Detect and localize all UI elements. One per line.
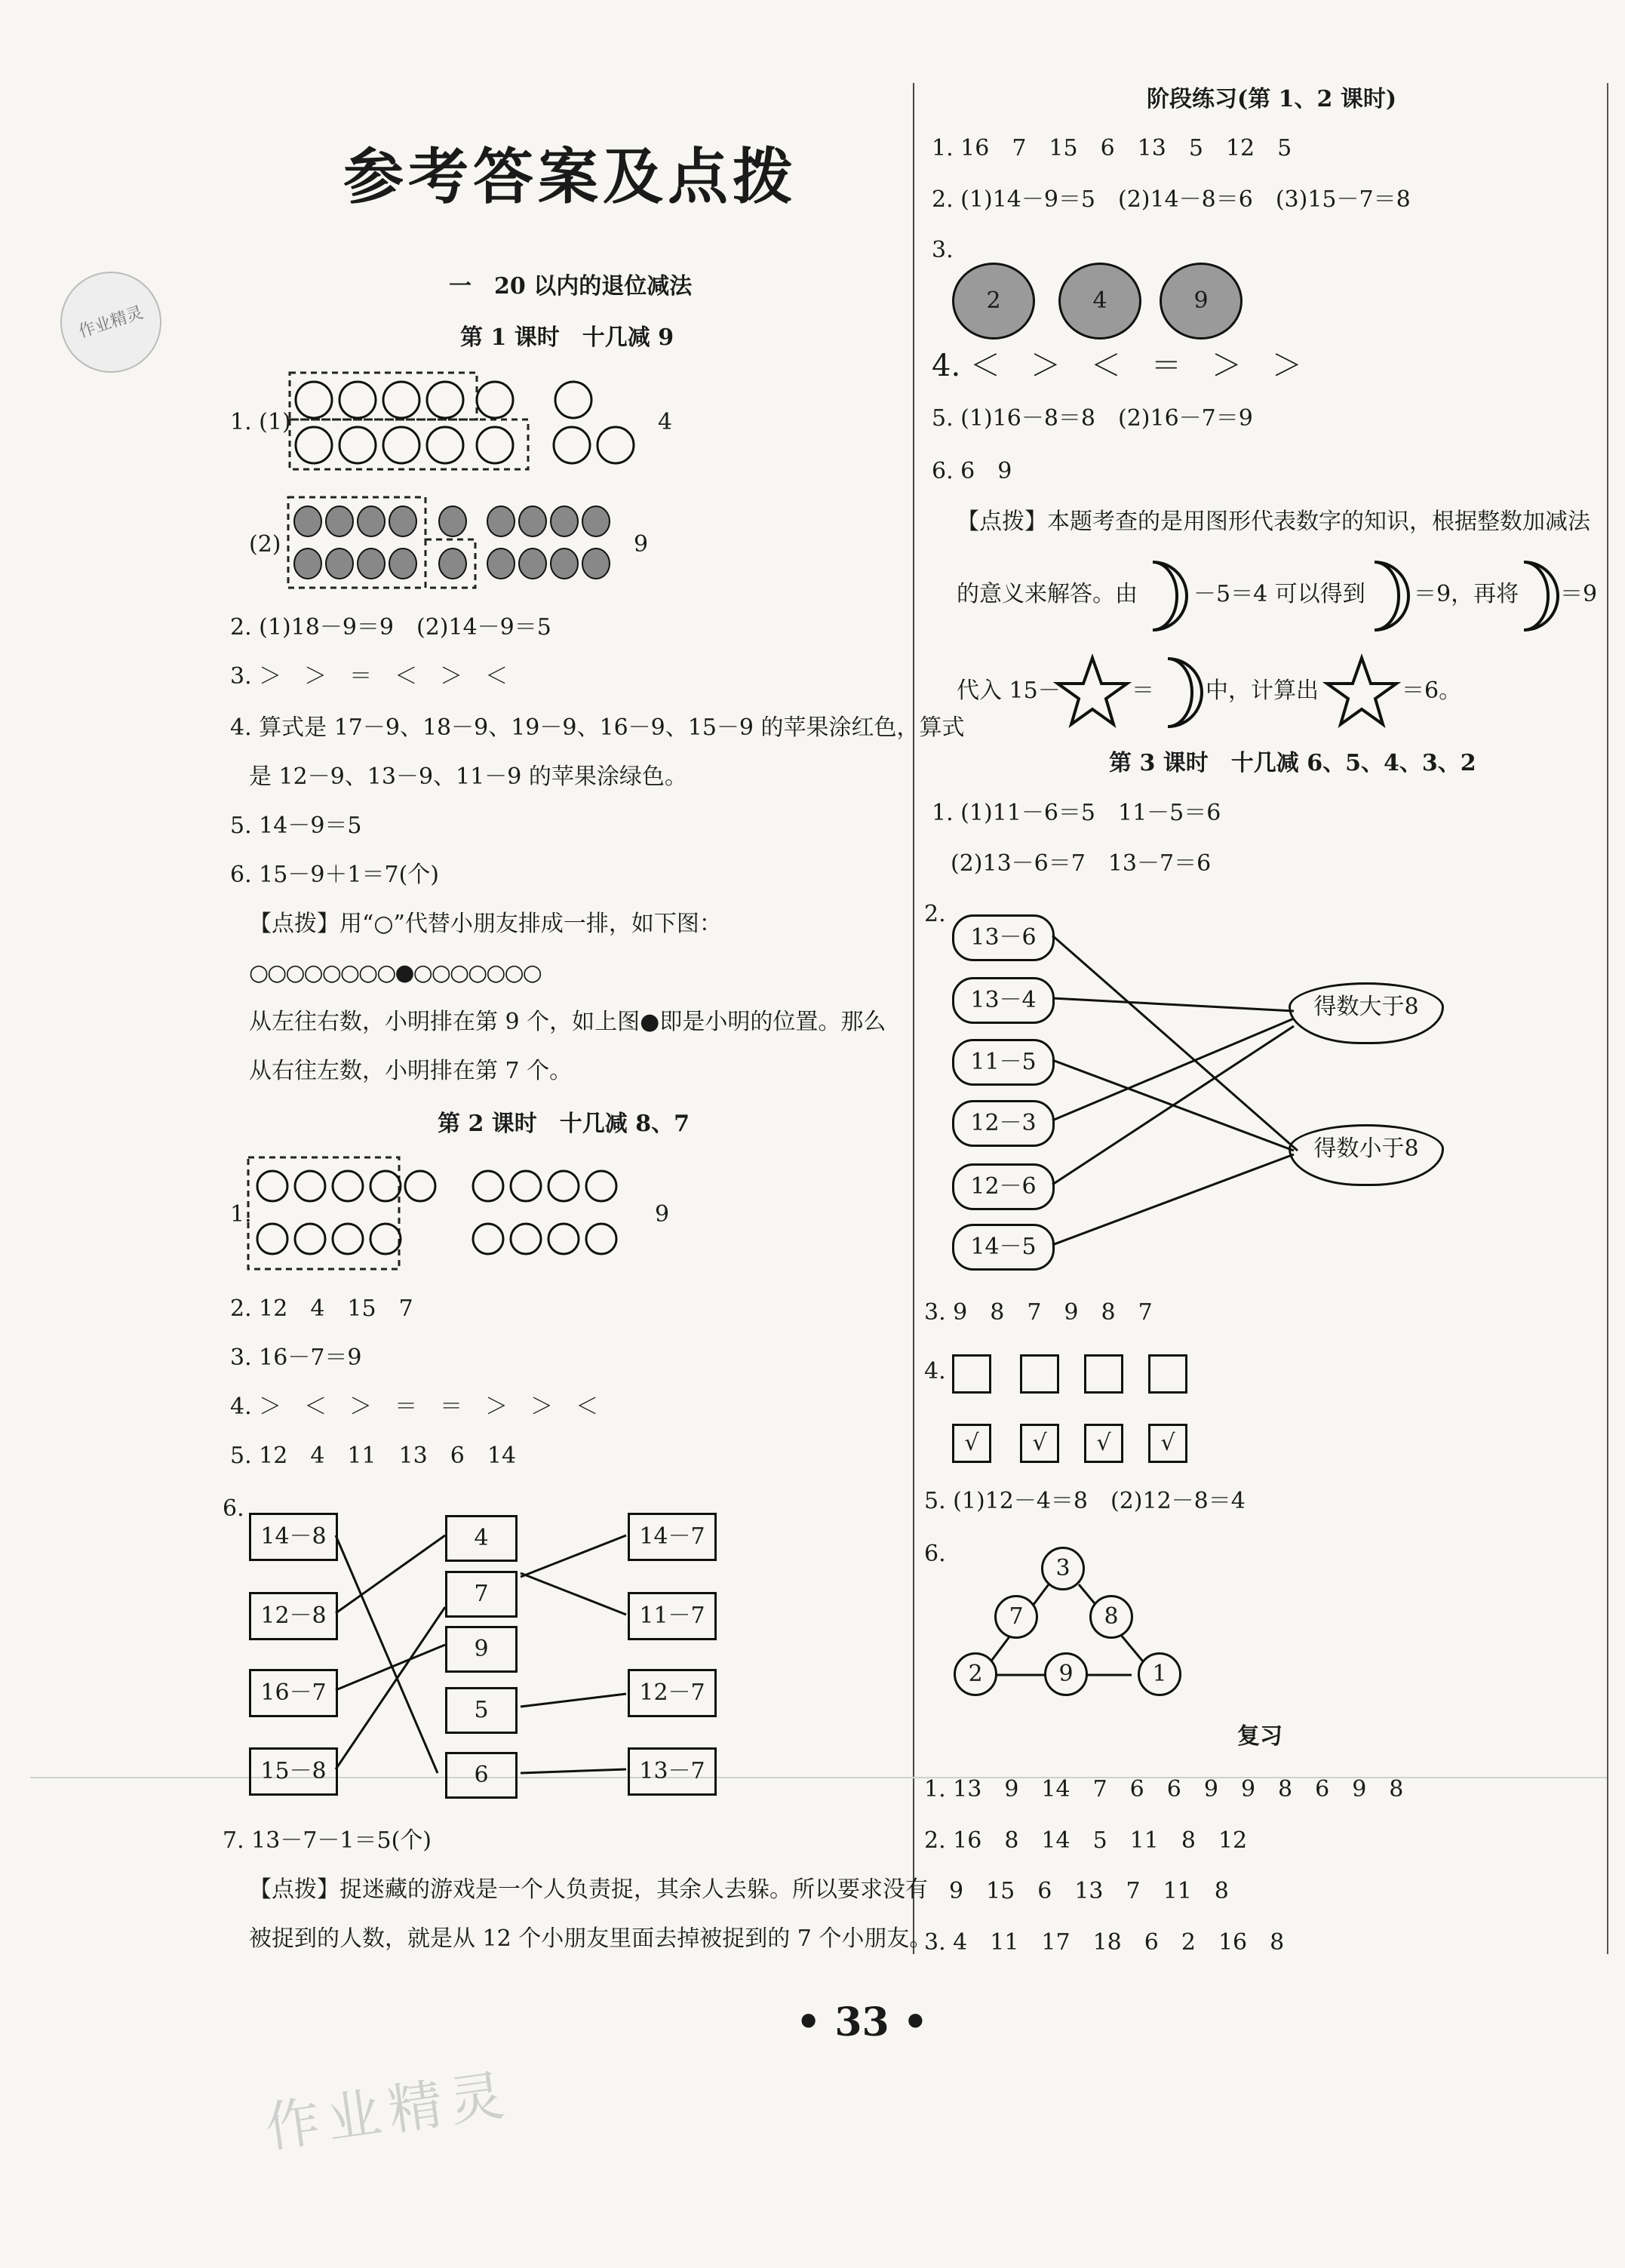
l3-q6-label: 6. (924, 1541, 946, 1567)
review-heading: 复习 (1237, 1723, 1282, 1750)
l1-q4a: 4. 算式是 17－9、18－9、19－9、16－9、15－9 的苹果涂红色，算式 (230, 715, 965, 741)
cloud: 12－3 (952, 1100, 1055, 1147)
l2-q2: 2. 12 4 15 7 (230, 1295, 413, 1322)
l1-q2: 2. (1)18－9＝9 (2)14－9＝5 (230, 614, 551, 641)
l1-hint-2: 从左往右数，小明排在第 9 个，如上图●即是小明的位置。那么 (249, 1009, 886, 1035)
check-box: √ (952, 1424, 991, 1463)
stage-q3-label: 3. (932, 237, 954, 263)
ball-figure: 9 (1160, 263, 1243, 340)
stage-hint-c3: 中，计算出 (1206, 678, 1319, 704)
ball-figure: 2 (952, 263, 1035, 340)
l3-q2-label: 2. (924, 901, 946, 927)
ball-figure: 4 (1058, 263, 1141, 340)
review-q2b: 9 15 6 13 7 11 8 (949, 1878, 1229, 1904)
envelope: 14－7 (628, 1513, 717, 1561)
triangle-circle: 9 (1044, 1652, 1088, 1696)
review-q2a: 2. 16 8 14 5 11 8 12 (924, 1827, 1248, 1854)
stage-q6: 6. 6 9 (932, 458, 1012, 484)
box: 9 (445, 1626, 518, 1673)
stage-q5: 5. (1)16－8＝8 (2)16－7＝9 (932, 405, 1253, 432)
l2-q1-label: 1. (230, 1201, 252, 1228)
stage-hint-c4: ＝6。 (1402, 678, 1462, 704)
envelope: 15－8 (249, 1747, 338, 1796)
box: 7 (445, 1571, 518, 1618)
l2-hint-2: 被捉到的人数，就是从 12 个小朋友里面去掉被捉到的 7 个小朋友。 (249, 1925, 932, 1952)
watermark: 作业精灵 (261, 2062, 516, 2160)
envelope: 16－7 (249, 1669, 338, 1717)
l3-q1a: 1. (1)11－6＝5 11－5＝6 (932, 800, 1221, 826)
l1-q5: 5. 14－9＝5 (230, 813, 362, 839)
l3-q1b: (2)13－6＝7 13－7＝6 (951, 850, 1212, 877)
stage-hint-b2: －5＝4 可以得到 (1193, 581, 1365, 607)
cloud: 14－5 (952, 1224, 1055, 1271)
review-q3: 3. 4 11 17 18 6 2 16 8 (924, 1929, 1285, 1956)
lesson2-heading: 第 2 课时 十几减 8、7 (438, 1111, 690, 1137)
l1-circles: ○○○○○○○○●○○○○○○○ (249, 960, 541, 986)
envelope: 13－7 (628, 1747, 717, 1796)
l1-q1-1-label: 1. (1) (230, 409, 291, 435)
page-number: • 33 • (796, 1999, 929, 2045)
stage-q1: 1. 16 7 15 6 13 5 12 5 (932, 135, 1292, 161)
l3-q3: 3. 9 8 7 9 8 7 (924, 1299, 1153, 1326)
l1-q1-2-label: (2) (249, 531, 281, 558)
box: 5 (445, 1687, 518, 1734)
triangle-circle: 8 (1089, 1595, 1133, 1639)
cloud: 13－4 (952, 977, 1055, 1024)
l2-q3: 3. 16－7＝9 (230, 1345, 362, 1371)
unit-heading: 一 20 以内的退位减法 (449, 273, 693, 300)
stage-heading: 阶段练习(第 1、2 课时) (1147, 86, 1397, 112)
check-box: √ (1084, 1424, 1123, 1463)
cloud: 13－6 (952, 914, 1055, 961)
stage-hint-c1: 代入 15－ (957, 678, 1061, 704)
l1-q6: 6. 15－9＋1＝7(个) (230, 862, 440, 888)
stage-q2: 2. (1)14－9＝5 (2)14－8＝6 (3)15－7＝8 (932, 186, 1411, 213)
box: 6 (445, 1752, 518, 1799)
l1-hint-1: 【点拨】用“○”代替小朋友排成一排，如下图： (249, 911, 722, 937)
l2-q5: 5. 12 4 11 13 6 14 (230, 1443, 517, 1469)
check-box: √ (1020, 1424, 1059, 1463)
lesson1-heading: 第 1 课时 十几减 9 (460, 324, 674, 351)
l3-q4-label: 4. (924, 1358, 946, 1384)
triangle-circle: 7 (994, 1595, 1038, 1639)
check-box: √ (1148, 1424, 1187, 1463)
l2-q7: 7. 13－7－1＝5(个) (223, 1827, 432, 1854)
l2-q1-answer: 9 (655, 1201, 670, 1228)
envelope: 12－8 (249, 1592, 338, 1640)
l2-hint-1: 【点拨】捉迷藏的游戏是一个人负责捉，其余人去躲。所以要求没有 (249, 1876, 928, 1903)
l3-q5: 5. (1)12－4＝8 (2)12－8＝4 (924, 1488, 1246, 1514)
triangle-circle: 3 (1041, 1547, 1085, 1590)
triangle-circle: 2 (954, 1652, 997, 1696)
envelope: 14－8 (249, 1513, 338, 1561)
l2-q6-label: 6. (223, 1495, 244, 1522)
stage-hint-b4: ＝9 (1560, 581, 1598, 607)
stamp-logo: 作业精灵 (48, 259, 175, 386)
l2-q4: 4. ＞ ＜ ＞ ＝ ＝ ＞ ＞ ＜ (230, 1394, 599, 1420)
basket-top: 得数大于8 (1289, 982, 1444, 1044)
l1-hint-3: 从右往左数，小明排在第 7 个。 (249, 1058, 573, 1084)
box: 4 (445, 1515, 518, 1562)
stage-hint-c2: ＝ (1132, 678, 1154, 704)
l1-q4b: 是 12－9、13－9、11－9 的苹果涂绿色。 (249, 764, 687, 790)
envelope: 12－7 (628, 1669, 717, 1717)
l1-q3: 3. ＞ ＞ ＝ ＜ ＞ ＜ (230, 663, 508, 690)
stage-hint-b3: ＝9，再将 (1414, 581, 1519, 607)
cloud: 11－5 (952, 1039, 1055, 1086)
review-q1: 1. 13 9 14 7 6 6 9 9 8 6 9 8 (924, 1776, 1404, 1802)
stage-hint-a: 【点拨】本题考查的是用图形代表数字的知识，根据整数加减法 (957, 509, 1590, 535)
cloud: 12－6 (952, 1163, 1055, 1210)
lesson3-heading: 第 3 课时 十几减 6、5、4、3、2 (1109, 750, 1476, 776)
l1-q1-2-answer: 9 (634, 531, 649, 558)
triangle-circle: 1 (1138, 1652, 1181, 1696)
envelope: 11－7 (628, 1592, 717, 1640)
page-title: 参考答案及点拨 (343, 141, 797, 212)
basket-bottom: 得数小于8 (1289, 1124, 1444, 1186)
l1-q1-1-answer: 4 (658, 409, 673, 435)
stage-hint-b1: 的意义来解答。由 (957, 581, 1138, 607)
stage-q4: 4. ＜ ＞ ＜ ＝ ＞ ＞ (932, 349, 1302, 383)
